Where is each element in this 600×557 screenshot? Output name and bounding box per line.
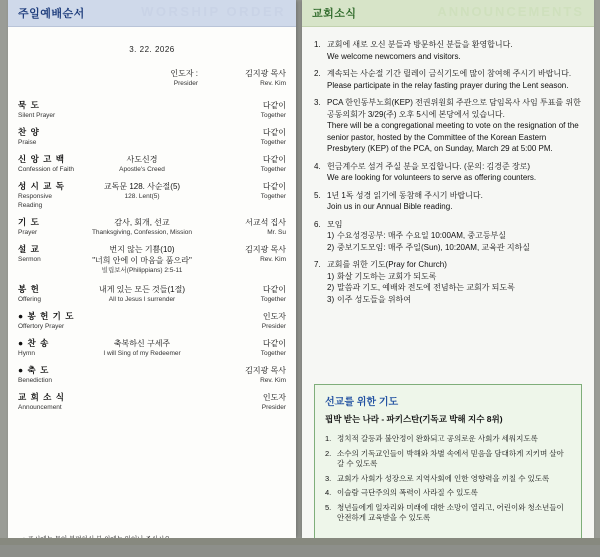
order-detail-en: 128. Lent(5) [124,193,160,200]
order-title-kr: ● 축 도 [18,365,50,375]
announcement-item [314,219,582,254]
announcements-list [302,27,594,305]
subitem-marker: 1) [327,231,335,240]
order-person-en: Rev. Kim [260,377,286,384]
order-person-kr: 김지광 목사 [245,245,286,254]
mission-prayer-box [314,384,582,539]
service-date: 3. 22. 2026 [129,45,175,54]
order-person-en: Presider [261,323,286,330]
announcement-en: We are looking for volunteers to serve as offering counters. [327,173,537,182]
presider-row [18,68,286,88]
presider-label-en: Presider [173,80,198,87]
announcements-panel [302,0,594,538]
order-person-kr: 다같이 [262,339,286,348]
prayer-number: 1. [325,434,332,443]
announcement-number: 6. [314,219,321,229]
order-person-en: Together [260,193,286,200]
order-row [18,392,286,412]
announcement-item [314,39,582,62]
sermon-scripture: 빌립보서(Philippians) 2:5-11 [101,267,183,274]
worship-order-body [8,45,296,557]
order-title-kr: 성 시 교 독 [18,181,65,191]
sermon-title: "너희 안에 이 마음을 품으라" [92,256,192,265]
order-detail-kr: 사도신경 [126,155,158,164]
subitem-text: 이주 성도들을 위하여 [337,294,411,304]
presider-name-kr: 김지광 목사 [245,69,286,78]
announcement-kr: 계속되는 사순절 기간 릴레이 금식기도에 많이 참여해 주시기 바랍니다. [327,69,572,78]
order-title-en: Benediction [18,377,52,384]
order-detail-en: Apostle's Creed [119,166,165,173]
order-person-en: Presider [261,404,286,411]
order-row [18,100,286,120]
announcement-number: 3. [314,98,321,107]
order-person-kr: 인도자 [262,393,286,402]
order-person-kr: 김지광 목사 [245,366,286,375]
order-person-kr: 다같이 [262,285,286,294]
sermon-series: 번지 않는 기쁨(10) [109,245,175,254]
prayer-number: 5. [325,502,332,512]
order-title-en: Sermon [18,256,41,263]
announcement-number: 7. [314,260,321,269]
order-title-en: Prayer [18,229,38,236]
announcement-kr: 모임 [327,219,343,229]
order-person-kr: 다같이 [262,101,286,110]
subitem-marker: 2) [327,242,335,252]
announcement-item [314,97,582,155]
order-detail-en: I will Sing of my Redeemer [103,350,181,357]
mission-prayer-item [325,474,571,485]
presider-name-en: Rev. Kim [260,80,286,87]
worship-order-title-kr: 주일예배순서 [18,8,85,20]
announcement-subitem [327,294,582,306]
announcement-subitem [327,282,582,294]
announcement-subitem [327,242,582,254]
order-person-en: Together [260,166,286,173]
order-title-en: Offertory Prayer [18,323,65,330]
mission-prayer-item [325,449,571,470]
presider-label-kr: 인도자 : [170,69,198,78]
prayer-number: 3. [325,473,332,483]
order-title-kr: ● 봉 헌 기 도 [18,311,75,321]
announcements-title-kr: 교회소식 [312,8,357,20]
order-person-en: Together [260,296,286,303]
prayer-text: 소수의 기독교인들이 박해와 차별 속에서 믿음을 담대하게 지키며 살아갈 수 있도록 [337,448,564,468]
order-title-kr: 교 회 소 식 [18,392,65,402]
order-detail-kr: 감사, 회개, 선교 [114,218,170,227]
announcement-kr: 1년 1독 성경 읽기에 동참해 주시기 바랍니다. [327,190,483,200]
mission-prayer-subtitle: 핍박 받는 나라 - 파키스탄(기독교 박해 지수 8위) [325,414,503,424]
order-detail-en: Thanksgiving, Confession, Mission [91,229,193,236]
announcement-item [314,190,582,213]
order-title-kr: 봉 헌 [18,284,40,294]
worship-order-header [8,0,296,27]
page-bottom-edge [0,538,600,545]
order-person-kr: 인도자 [262,312,286,321]
subitem-text: 말씀과 기도, 예배와 전도에 전념하는 교회가 되도록 [337,283,515,292]
order-detail-kr: 축복하신 구세주 [113,339,171,348]
order-row [18,311,286,331]
worship-order-list [8,68,296,412]
prayer-text: 청년들에게 일자리와 미래에 대한 소망이 열리고, 어린이와 청소년들이 안전하게 교육받을 수 있도록 [337,502,564,522]
announcements-header [302,0,594,27]
announcement-item [314,161,582,184]
announcement-en: There will be a congregational meeting to vote on the resignation of the senior pastor, hosted by the Committee of the Korean Eastern Presbytery (KEP) of the PCA, on Sunday, March 29 at 5:00 PM. [327,121,579,153]
announcement-kr: 헌금계수로 섬겨 주실 분을 모집합니다. (문의: 김경준 장로) [327,161,531,171]
order-title-en: Confession of Faith [18,166,75,173]
order-person-kr: 다같이 [262,155,286,164]
order-title-en: Responsive Reading [18,193,52,209]
announcement-kr: 교회를 위한 기도(Pray for Church) [327,260,447,269]
order-row [18,365,286,385]
mission-prayer-item [325,434,571,445]
announcement-en: Join us in our Annual Bible reading. [327,202,453,211]
order-row [18,338,286,358]
order-detail-en: All to Jesus I surrender [108,296,176,303]
subitem-text: 화살 기도하는 교회가 되도록 [337,271,437,281]
announcement-kr: PCA 한인동부노회(KEP) 전권위원회 주관으로 담임목사 사임 투표를 위한 공동의회가 3/29(주) 오후 5시에 본당에서 있습니다. [327,98,581,119]
order-title-kr: 신 앙 고 백 [18,154,65,164]
prayer-text: 정치적 갈등과 불안정이 완화되고 공의로운 사회가 세워지도록 [337,434,538,443]
order-title-en: Silent Prayer [18,112,56,119]
announcement-number: 2. [314,69,321,78]
worship-order-panel [8,0,296,538]
announcement-item [314,259,582,305]
announcement-subitem [327,230,582,242]
order-title-kr: 묵 도 [18,100,40,110]
mission-prayer-title: 선교를 위한 기도 [325,397,399,408]
order-row [18,154,286,174]
prayer-text: 교회가 사회가 성장으로 지역사회에 인한 영향력을 끼칠 수 있도록 [337,473,550,483]
worship-order-title-en: WORSHIP ORDER [141,4,286,19]
order-row [18,181,286,210]
announcement-subitem [327,271,582,283]
order-row [18,244,286,275]
order-title-kr: 기 도 [18,217,40,227]
subitem-text: 중보기도모임: 매주 주일(Sun), 10:20AM, 교육관 지하실 [337,242,531,252]
order-row [18,284,286,304]
announcement-en: Please participate in the relay fasting prayer during the Lent season. [327,80,569,90]
order-person-en: Together [260,112,286,119]
order-person-en: Mr. Su [267,229,286,236]
mission-prayer-item [325,488,571,499]
order-person-kr: 서교석 집사 [245,218,286,227]
announcement-number: 4. [314,161,321,171]
order-person-en: Together [260,139,286,146]
order-title-kr: ● 찬 송 [18,338,50,348]
subitem-marker: 1) [327,271,335,281]
order-row [18,217,286,237]
order-title-en: Praise [18,139,37,146]
announcement-number: 5. [314,190,321,200]
announcements-title-en: ANNOUNCEMENTS [437,4,584,19]
order-person-kr: 다같이 [262,182,286,191]
order-detail-kr: 교독문 128. 사순절(5) [103,182,181,191]
order-title-en: Hymn [18,350,35,357]
prayer-number: 4. [325,488,332,497]
order-person-en: Together [260,350,286,357]
announcement-item [314,68,582,91]
order-title-en: Announcement [18,404,62,411]
order-title-en: Offering [18,296,42,303]
prayer-number: 2. [325,448,332,458]
order-title-kr: 설 교 [18,244,40,254]
subitem-marker: 3) [327,294,335,304]
mission-prayer-item [325,503,571,524]
prayer-text: 이슬람 극단주의의 폭력이 사라질 수 있도록 [337,488,478,497]
order-detail-kr: 내게 있는 모든 것들(1절) [99,285,185,294]
order-person-en: Rev. Kim [260,256,286,263]
order-row [18,127,286,147]
order-title-kr: 찬 양 [18,127,40,137]
subitem-text: 수요성경공부: 매주 수요일 10:00AM, 중고등부실 [337,231,507,240]
announcement-number: 1. [314,40,321,49]
announcement-kr: 교회에 새로 오신 분들과 방문하신 분들을 환영합니다. [327,40,513,49]
announcement-en: We welcome newcomers and visitors. [327,51,461,61]
order-person-kr: 다같이 [262,128,286,137]
subitem-marker: 2) [327,283,335,292]
